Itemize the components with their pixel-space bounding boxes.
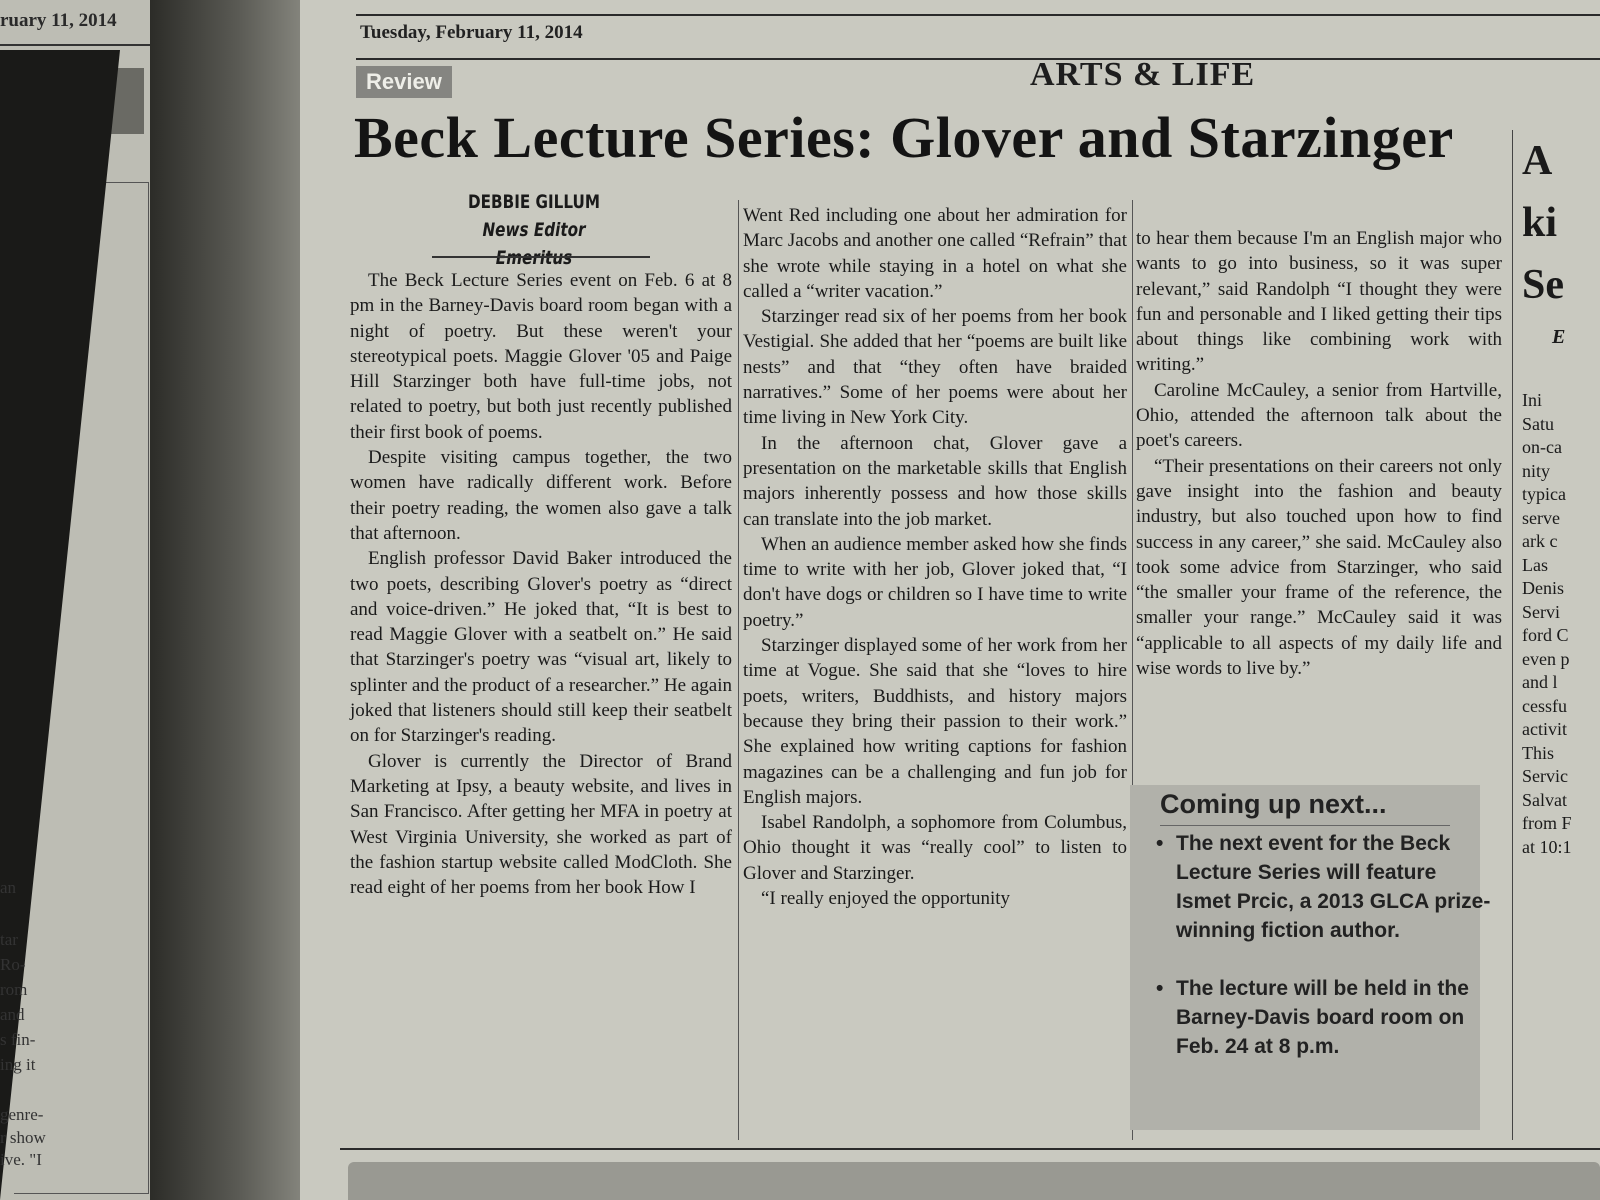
- section-name: ARTS & LIFE: [1030, 56, 1256, 93]
- adjacent-text-fragment: typica: [1522, 484, 1566, 504]
- sidebar-list: [1152, 829, 1496, 1090]
- adjacent-headline-line: A: [1522, 138, 1553, 184]
- article-column-2: [743, 203, 1127, 911]
- adjacent-text-fragment: on-ca: [1522, 437, 1562, 457]
- coming-up-sidebar: [1130, 785, 1491, 1130]
- sidebar-item-text: The lecture will be held in the Barney-Davis board room on Feb. 24 at 8 p.m.: [1176, 977, 1469, 1058]
- adjacent-text-fragment: from F: [1522, 813, 1572, 833]
- sidebar-item: [1156, 829, 1496, 945]
- adjacent-text-fragment: and l: [1522, 672, 1558, 692]
- adjacent-page-text-fragment: ive. "I: [0, 1150, 42, 1169]
- adjacent-text-fragment: serve: [1522, 507, 1560, 528]
- adjacent-page-text-fragment: Ro-: [0, 955, 26, 974]
- top-rule: [356, 14, 1600, 16]
- paragraph: Isabel Randolph, a sophomore from Columbus, Ohio thought it was “really cool” to listen to Glover and Starzinger.: [743, 812, 1127, 884]
- adjacent-text-fragment: Las: [1522, 554, 1548, 575]
- adjacent-page-text-fragment: and: [0, 1005, 25, 1024]
- byline-title: News Editor Emeritus: [482, 219, 586, 269]
- paragraph: Starzinger displayed some of her work from her time at Vogue. She said that she “loves to hire poets, writers, Buddhists, and history majors because they bring their passion to their work.” She explained how writing captions for fashion magazines can be a challenging and fun job for English majors.: [743, 635, 1127, 808]
- adjacent-text-fragment: Ini: [1522, 390, 1542, 410]
- sidebar-title: Coming up next...: [1160, 789, 1387, 819]
- paragraph: “I really enjoyed the opportunity: [761, 888, 1011, 910]
- paragraph: Despite visiting campus together, the two women have radically different work. Before their poetry reading, the women also gave a talk that afternoon.: [350, 447, 732, 544]
- bottom-rule: [340, 1148, 1600, 1150]
- issue-date: Tuesday, February 11, 2014: [360, 22, 583, 43]
- adjacent-page-date: ruary 11, 2014: [0, 10, 117, 31]
- adjacent-page-text-fragment: s fin-: [0, 1030, 36, 1049]
- sidebar-item: [1156, 974, 1496, 1061]
- paragraph: When an audience member asked how she finds time to write with her job, Glover joked that, “I don't have dogs or children so I have time to write poetry.”: [743, 533, 1127, 631]
- adjacent-text-fragment: Servi: [1522, 601, 1560, 622]
- adjacent-page-text-fragment: ing it: [0, 1055, 36, 1074]
- byline-rule: [432, 256, 650, 258]
- headline: Beck Lecture Series: Glover and Starzinger: [354, 105, 1454, 170]
- adjacent-text-fragment: Denis: [1522, 578, 1564, 598]
- adjacent-article-fragment: [1522, 130, 1600, 859]
- adjacent-headline-line: Se: [1522, 262, 1564, 308]
- byline-name: DEBBIE GILLUM: [468, 191, 600, 213]
- byline: [443, 188, 625, 272]
- adjacent-text-fragment: even p: [1522, 648, 1570, 669]
- adjacent-page-text-fragment: rom: [0, 980, 28, 999]
- newspaper-page: [300, 0, 1600, 1200]
- adjacent-page-text-fragment: genre-: [0, 1105, 44, 1124]
- column-divider: [1512, 130, 1513, 1140]
- sidebar-title-rule: [1160, 825, 1450, 826]
- paragraph: “Their presentations on their careers not only gave insight into the fashion and beauty industry, but also touched upon how to find success in any career,” she said. McCauley also took some advice from Starzinger, who said “the smaller your frame of the reference, the smaller your range.” McCauley said it was “applicable to all aspects of my daily life and wise words to live by.”: [1136, 455, 1502, 680]
- column-divider: [738, 200, 739, 1140]
- paragraph: Glover is currently the Director of Brand Marketing at Ipsy, a beauty website, and lives in San Francisco. After getting her MFA in poetry at West Virginia University, she worked as part of the fashion startup website called ModCloth. She read eight of her poems from her book How I: [350, 750, 732, 899]
- adjacent-page-text-fragment: tar: [0, 930, 18, 949]
- adjacent-byline: E: [1552, 326, 1566, 348]
- adjacent-page-text-fragment: an: [0, 878, 17, 897]
- adjacent-text-fragment: Satu: [1522, 413, 1555, 434]
- adjacent-text-fragment: at 10:1: [1522, 836, 1572, 857]
- review-tag: Review: [356, 66, 452, 98]
- adjacent-text-fragment: ark c: [1522, 531, 1558, 551]
- paragraph: In the afternoon chat, Glover gave a presentation on the marketable skills that English majors inherently possess and how those skills can translate into the job market.: [743, 432, 1127, 530]
- adjacent-text-fragment: This: [1522, 742, 1555, 763]
- adjacent-text-fragment: cessfu: [1522, 695, 1567, 716]
- bottom-banner: [348, 1162, 1600, 1200]
- adjacent-page-text-fragment: r show: [0, 1128, 46, 1147]
- article-column-3: [1136, 226, 1502, 681]
- page-gutter: [150, 0, 310, 1200]
- bullet-icon: •: [1156, 832, 1164, 855]
- paragraph: Caroline McCauley, a senior from Hartville, Ohio, attended the afternoon talk about the poet's careers.: [1136, 379, 1502, 452]
- bullet-icon: •: [1156, 977, 1164, 1000]
- adjacent-text-fragment: Salvat: [1522, 789, 1567, 810]
- paragraph: The Beck Lecture Series event on Feb. 6 at 8 pm in the Barney-Davis board room began with a night of poetry. But these weren't your stereotypical poets. Maggie Glover '05 and Paige Hill Starzinger both have full-time jobs, not related to poetry, but both just recently published their first book of poems.: [350, 270, 732, 443]
- sidebar-item-text: The next event for the Beck Lecture Series will feature Ismet Prcic, a 2013 GLCA prize-winning fiction author.: [1176, 832, 1491, 942]
- adjacent-text-fragment: nity: [1522, 460, 1551, 481]
- paragraph: English professor David Baker introduced the two poets, describing Glover's poetry as “direct and voice-driven.” He joked that, “It is best to read Maggie Glover with a seatbelt on.” He said that Starzinger's poetry was “visual art, likely to splinter and the product of a researcher.” He again joked that listeners should still keep their seatbelt on for Starzinger's reading.: [350, 548, 732, 747]
- paragraph: to hear them because I'm an English major who wants to go into business, so it was super relevant,” said Randolph “I thought they were fun and personable and I liked getting their tips about things like combining work with writing.”: [1136, 228, 1502, 376]
- adjacent-text-fragment: ford C: [1522, 625, 1569, 645]
- paragraph: Went Red including one about her admiration for Marc Jacobs and another one called “Refrain” that she wrote while staying in a hotel on what she called a “writer vacation.”: [743, 205, 1127, 302]
- article-column-1: [350, 268, 732, 900]
- header-rule: [356, 58, 1600, 60]
- adjacent-headline-line: ki: [1522, 200, 1558, 246]
- paragraph: Starzinger read six of her poems from her book Vestigial. She added that her “poems are built like nests” and that “they often have braided narratives.” Some of her poems were about her time living in New York City.: [743, 306, 1127, 429]
- adjacent-page-rule: [0, 44, 150, 46]
- page-shadow: [0, 50, 120, 1200]
- adjacent-text-fragment: activit: [1522, 719, 1567, 739]
- adjacent-text-fragment: Servic: [1522, 766, 1568, 786]
- adjacent-text-fragments: [1522, 389, 1600, 859]
